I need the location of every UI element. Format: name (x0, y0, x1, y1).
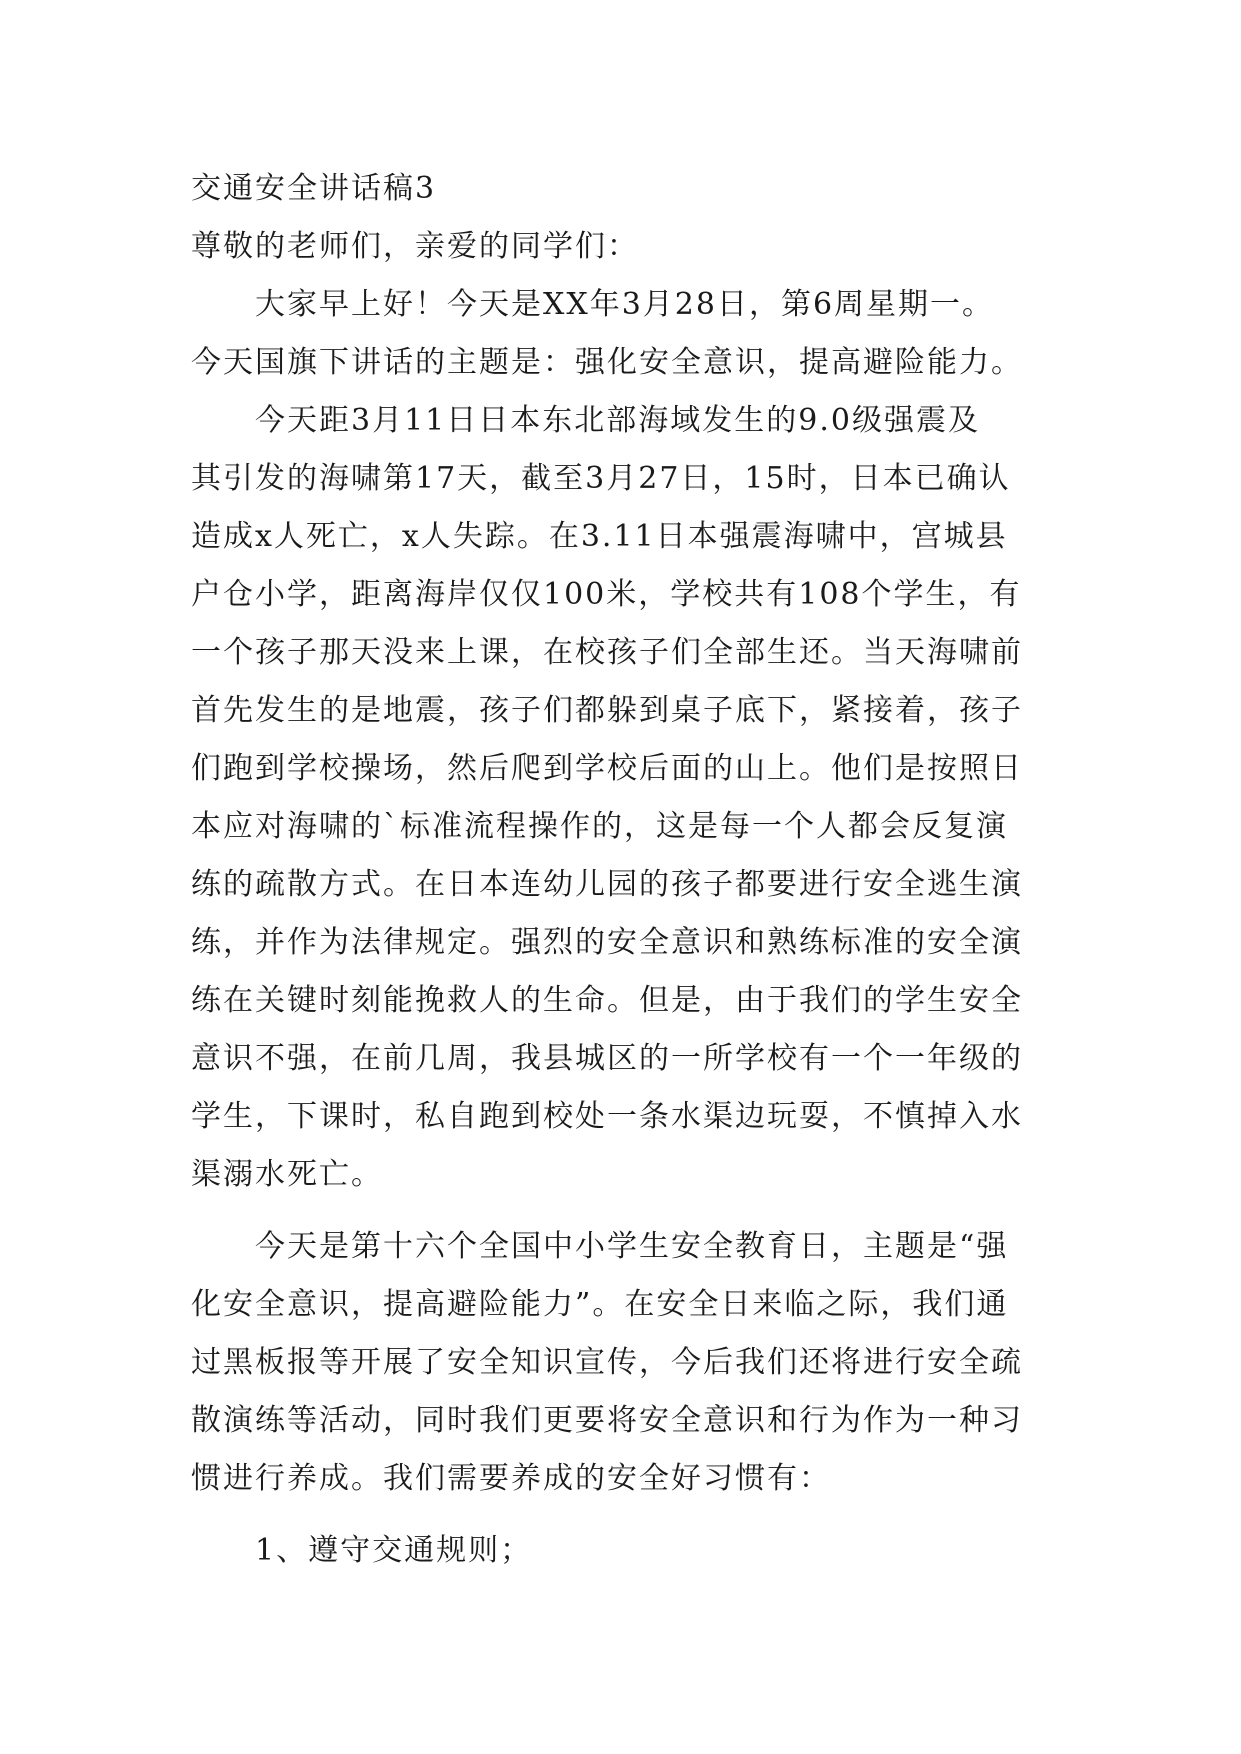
paragraph-line: 首先发生的是地震，孩子们都躲到桌子底下，紧接着，孩子 (191, 693, 1023, 728)
paragraph-line: 练在关键时刻能挽救人的生命。但是，由于我们的学生安全 (191, 983, 1023, 1018)
list-item: 1、遵守交通规则； (255, 1533, 533, 1568)
paragraph-spacer (191, 1508, 1051, 1522)
paragraph-line: 其引发的海啸第17天，截至3月27日，15时，日本已确认 (191, 461, 1011, 496)
paragraph-line: 一个孩子那天没来上课，在校孩子们全部生还。当天海啸前 (191, 635, 1023, 670)
paragraph-spacer (191, 1204, 1051, 1218)
paragraph-line: 惯进行养成。我们需要养成的安全好习惯有： (191, 1461, 831, 1496)
paragraph-line: 散演练等活动，同时我们更要将安全意识和行为作为一种习 (191, 1403, 1023, 1438)
paragraph-line: 练，并作为法律规定。强烈的安全意识和熟练标准的安全演 (191, 925, 1023, 960)
paragraph-line: 今天距3月11日日本东北部海域发生的9.0级强震及 (255, 403, 980, 438)
paragraph-line: 今天是第十六个全国中小学生安全教育日，主题是“强 (255, 1229, 1009, 1264)
document-title: 交通安全讲话稿3 (191, 171, 437, 206)
paragraph-line: 化安全意识，提高避险能力”。在安全日来临之际，我们通 (191, 1287, 1009, 1322)
paragraph-line: 本应对海啸的`标准流程操作的，这是每一个人都会反复演 (191, 809, 1008, 844)
paragraph-earthquake (191, 392, 1051, 1204)
paragraph-line: 户仓小学，距离海岸仅仅100米，学校共有108个学生，有 (191, 577, 1022, 612)
paragraph-safety-day (191, 1218, 1051, 1508)
paragraph-greeting (191, 276, 1051, 392)
paragraph-line: 造成x人死亡，x人失踪。在3.11日本强震海啸中，宫城县 (191, 519, 1008, 554)
paragraph-line: 过黑板报等开展了安全知识宣传，今后我们还将进行安全疏 (191, 1345, 1023, 1380)
paragraph-line: 练的疏散方式。在日本连幼儿园的孩子都要进行安全逃生演 (191, 867, 1023, 902)
paragraph-line: 渠溺水死亡。 (191, 1157, 383, 1192)
salutation: 尊敬的老师们，亲爱的同学们： (191, 229, 639, 264)
paragraph-line: 意识不强，在前几周，我县城区的一所学校有一个一年级的 (191, 1041, 1023, 1076)
paragraph-line: 学生，下课时，私自跑到校处一条水渠边玩耍，不慎掉入水 (191, 1099, 1023, 1134)
document-body (191, 160, 1051, 1580)
paragraph-line: 今天国旗下讲话的主题是：强化安全意识，提高避险能力。 (191, 345, 1023, 380)
paragraph-line: 们跑到学校操场，然后爬到学校后面的山上。他们是按照日 (191, 751, 1023, 786)
paragraph-line: 大家早上好！今天是XX年3月28日，第6周星期一。 (255, 287, 995, 322)
